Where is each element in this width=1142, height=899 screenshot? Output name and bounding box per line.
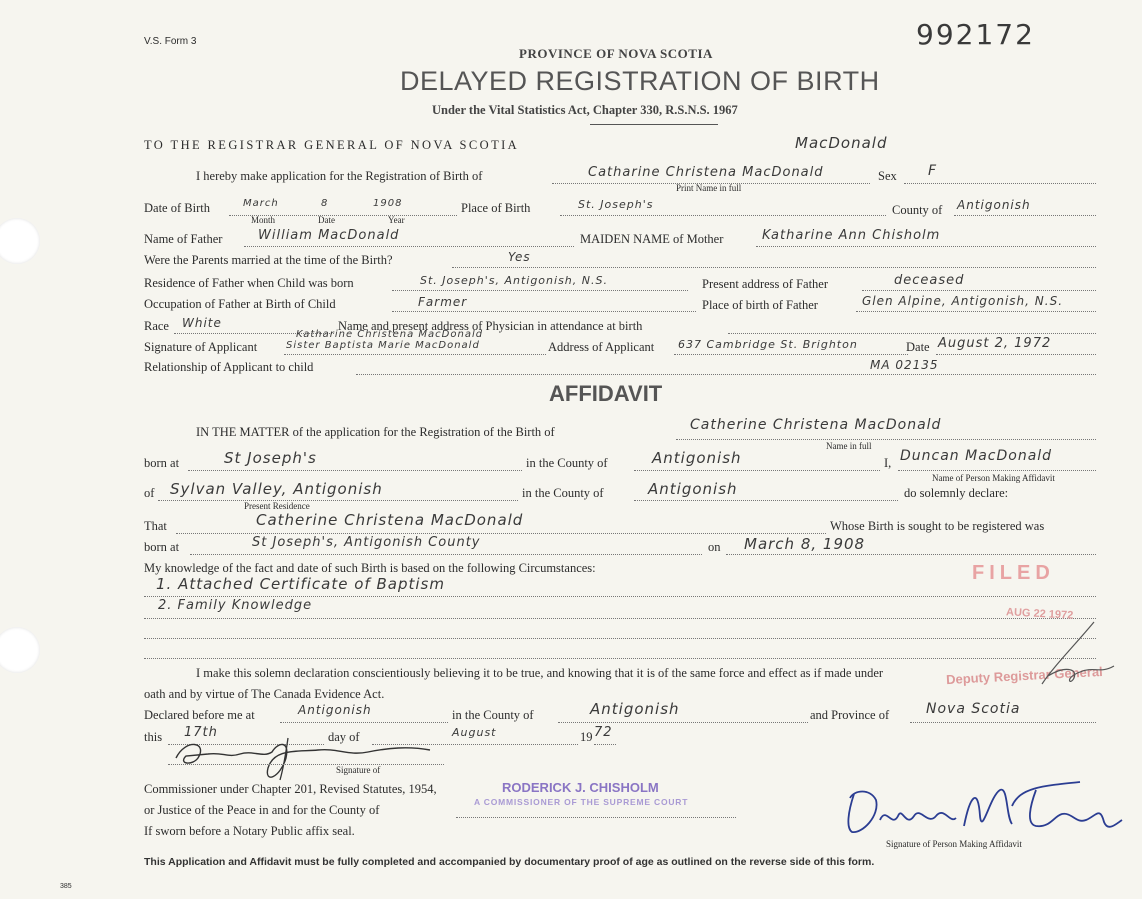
physician-label: Name and present address of Physician in attendance at birth — [338, 319, 643, 333]
child-name-value: Catharine Christena MacDonald — [588, 165, 824, 180]
deputy-registrar-stamp: Deputy Registrar General — [945, 663, 1104, 688]
affiant-field-line — [898, 470, 1096, 471]
physician-field-line — [728, 333, 1096, 334]
that-value: Catherine Christena MacDonald — [256, 511, 524, 529]
affiant-signature-caption: Signature of Person Making Affidavit — [886, 839, 1022, 849]
punch-hole-top — [0, 218, 40, 264]
mother-label: MAIDEN NAME of Mother — [580, 232, 724, 246]
application-date-line — [936, 354, 1096, 355]
father-name-value: William MacDonald — [258, 228, 400, 243]
father-name-label: Name of Father — [144, 232, 223, 246]
place-of-birth-value: St. Joseph's — [578, 198, 654, 211]
justice-text: or Justice of the Peace in and for the County of — [144, 803, 380, 817]
present-address-field-line — [862, 290, 1096, 291]
county-label-1: in the County of — [526, 456, 608, 470]
county-label-3: in the County of — [452, 708, 534, 722]
dob-date-value: 8 — [321, 198, 329, 209]
solemn-text-1: I make this solemn declaration conscientiously believing it to be true, and knowing that it is of the same force and effect as if made under — [196, 666, 884, 680]
registrar-signature — [1034, 616, 1124, 688]
application-date-value: August 2, 1972 — [938, 336, 1052, 351]
sex-label: Sex — [878, 169, 897, 183]
justice-field-line — [456, 817, 736, 818]
whose-birth-label: Whose Birth is sought to be registered was — [830, 519, 1045, 533]
dob-year-value: 1908 — [373, 198, 403, 209]
form-number: V.S. Form 3 — [144, 36, 197, 47]
year-field-line — [594, 744, 616, 745]
place-field-line — [560, 215, 886, 216]
born-at-value-2: St Joseph's, Antigonish County — [252, 535, 481, 550]
residence-label: Residence of Father when Child was born — [144, 276, 354, 290]
place-of-birth-label: Place of Birth — [461, 201, 531, 215]
race-label: Race — [144, 319, 169, 333]
month-value: August — [452, 726, 497, 739]
applicant-signature-line — [284, 354, 546, 355]
county-value-3: Antigonish — [590, 700, 680, 718]
that-label: That — [144, 519, 167, 533]
of-label: of — [144, 486, 155, 500]
applicant-signature-value: Sister Baptista Marie MacDonald — [286, 340, 480, 351]
applicant-signature-note: Katharine Christena MacDonald — [296, 329, 484, 340]
father-birthplace-label: Place of birth of Father — [702, 298, 818, 312]
circumstance-2: 2. Family Knowledge — [158, 598, 313, 613]
relationship-value: MA 02135 — [870, 358, 939, 372]
present-address-value: deceased — [894, 273, 965, 288]
circumstance-line-3 — [144, 638, 1096, 639]
circumstance-1: 1. Attached Certificate of Baptism — [156, 575, 445, 593]
affidavit-heading: AFFIDAVIT — [549, 381, 663, 406]
born-at-field-line — [188, 470, 522, 471]
year-prefix: 19 — [580, 730, 593, 744]
date-caption: Date — [318, 215, 335, 225]
year-value: 72 — [594, 725, 613, 740]
title-rule — [590, 124, 718, 125]
month-caption: Month — [251, 215, 276, 225]
present-address-label: Present address of Father — [702, 277, 829, 291]
day-of-label: day of — [328, 730, 360, 744]
page-title: DELAYED REGISTRATION OF BIRTH — [400, 66, 880, 96]
occupation-field-line — [392, 311, 696, 312]
knowledge-label: My knowledge of the fact and date of such Birth is based on the following Circumstances: — [144, 561, 596, 575]
applicant-address-line — [674, 354, 908, 355]
solemn-text-2: oath and by virtue of The Canada Evidence Act. — [144, 687, 385, 701]
dob-month-value: March — [243, 198, 279, 209]
affiant-residence-value: Sylvan Valley, Antigonish — [170, 480, 383, 498]
residence-value: St. Joseph's, Antigonish, N.S. — [420, 274, 608, 287]
commissioner-stamp-title: A COMMISSIONER OF THE SUPREME COURT — [474, 797, 689, 807]
addressee: TO THE REGISTRAR GENERAL OF NOVA SCOTIA — [144, 138, 520, 152]
present-residence-caption: Present Residence — [244, 501, 310, 511]
circumstance-line-2 — [144, 618, 1096, 619]
married-value: Yes — [508, 250, 531, 264]
father-birthplace-field-line — [856, 311, 1096, 312]
circumstance-line-1 — [144, 596, 1096, 597]
applicant-address-label: Address of Applicant — [548, 340, 655, 354]
county-value: Antigonish — [957, 198, 1031, 212]
residence-field-line-2 — [158, 500, 518, 501]
county-field-line-3 — [558, 722, 808, 723]
occupation-value: Farmer — [418, 295, 468, 309]
declared-value: Antigonish — [298, 703, 372, 717]
filed-stamp: FILED — [972, 562, 1055, 584]
signature-of-caption: Signature of — [336, 765, 381, 775]
father-birthplace-value: Glen Alpine, Antigonish, N.S. — [862, 294, 1064, 308]
province-value: Nova Scotia — [926, 701, 1021, 717]
affiant-signature — [840, 776, 1130, 840]
affiant-name-caption: Name of Person Making Affidavit — [932, 473, 1055, 483]
filed-date-stamp: AUG 22 1972 — [1005, 606, 1074, 622]
page-subtitle: Under the Vital Statistics Act, Chapter 330, R.S.N.S. 1967 — [432, 103, 738, 117]
province-field-line — [910, 722, 1096, 723]
dob-label: Date of Birth — [144, 201, 210, 215]
mother-field-line — [756, 246, 1096, 247]
notary-text: If sworn before a Notary Public affix seal. — [144, 824, 355, 838]
i-label: I, — [884, 456, 892, 470]
commissioner-stamp-name: RODERICK J. CHISHOLM — [502, 780, 659, 795]
footer-note: This Application and Affidavit must be fully completed and accompanied by documentary proof of age as outlined on the reverse side of this form. — [144, 856, 875, 868]
punch-hole-bottom — [0, 627, 40, 673]
year-caption: Year — [388, 215, 405, 225]
born-at-label-2: born at — [144, 540, 180, 554]
sex-value: F — [928, 163, 938, 179]
intro-text: I hereby make application for the Registration of Birth of — [196, 169, 483, 183]
name-caption: Print Name in full — [676, 183, 742, 193]
that-field-line — [176, 533, 826, 534]
application-date-label: Date — [906, 340, 930, 354]
affiant-name-value: Duncan MacDonald — [900, 448, 1053, 464]
declared-field-line — [280, 722, 448, 723]
name-in-full-caption: Name in full — [826, 441, 872, 451]
county-value-2: Antigonish — [648, 480, 738, 498]
applicant-address-value: 637 Cambridge St. Brighton — [678, 338, 858, 351]
declare-label: do solemnly declare: — [904, 486, 1009, 500]
county-field-line-1 — [634, 470, 880, 471]
mother-name-value: Katharine Ann Chisholm — [762, 228, 941, 243]
applicant-signature-label: Signature of Applicant — [144, 340, 258, 354]
this-label: this — [144, 730, 163, 744]
born-at-value: St Joseph's — [224, 449, 317, 467]
name-correction: MacDonald — [795, 134, 888, 152]
county-field-line — [954, 215, 1096, 216]
county-label-2: in the County of — [522, 486, 604, 500]
commissioner-text: Commissioner under Chapter 201, Revised Statutes, 1954, — [144, 782, 437, 796]
province-heading: PROVINCE OF NOVA SCOTIA — [519, 46, 713, 61]
county-field-line-2 — [634, 500, 898, 501]
matter-text: IN THE MATTER of the application for the Registration of the Birth of — [196, 425, 555, 439]
county-label: County of — [892, 203, 943, 217]
married-field-line — [452, 267, 1096, 268]
on-field-line — [726, 554, 1096, 555]
matter-field-line — [676, 439, 1096, 440]
province-label: and Province of — [810, 708, 890, 722]
occupation-label: Occupation of Father at Birth of Child — [144, 297, 336, 311]
on-label: on — [708, 540, 721, 554]
father-field-line — [244, 246, 574, 247]
married-label: Were the Parents married at the time of the Birth? — [144, 253, 393, 267]
circumstance-line-4 — [144, 658, 1096, 659]
footer-code: 385 — [60, 883, 72, 890]
commissioner-signature — [168, 728, 438, 786]
commissioner-signature-line — [168, 764, 444, 765]
county-value-1: Antigonish — [652, 449, 742, 467]
born-at-label: born at — [144, 456, 180, 470]
race-value: White — [182, 316, 222, 330]
sex-field-line — [904, 183, 1096, 184]
declared-label: Declared before me at — [144, 708, 255, 722]
day-value: 17th — [184, 725, 218, 740]
relationship-field-line — [356, 374, 1096, 375]
file-number: 992172 — [916, 18, 1035, 51]
birth-date-value: March 8, 1908 — [744, 535, 866, 553]
born-at-field-line-2 — [190, 554, 702, 555]
matter-value: Catherine Christena MacDonald — [690, 417, 942, 433]
residence-field-line — [392, 290, 688, 291]
relationship-label: Relationship of Applicant to child — [144, 360, 314, 374]
